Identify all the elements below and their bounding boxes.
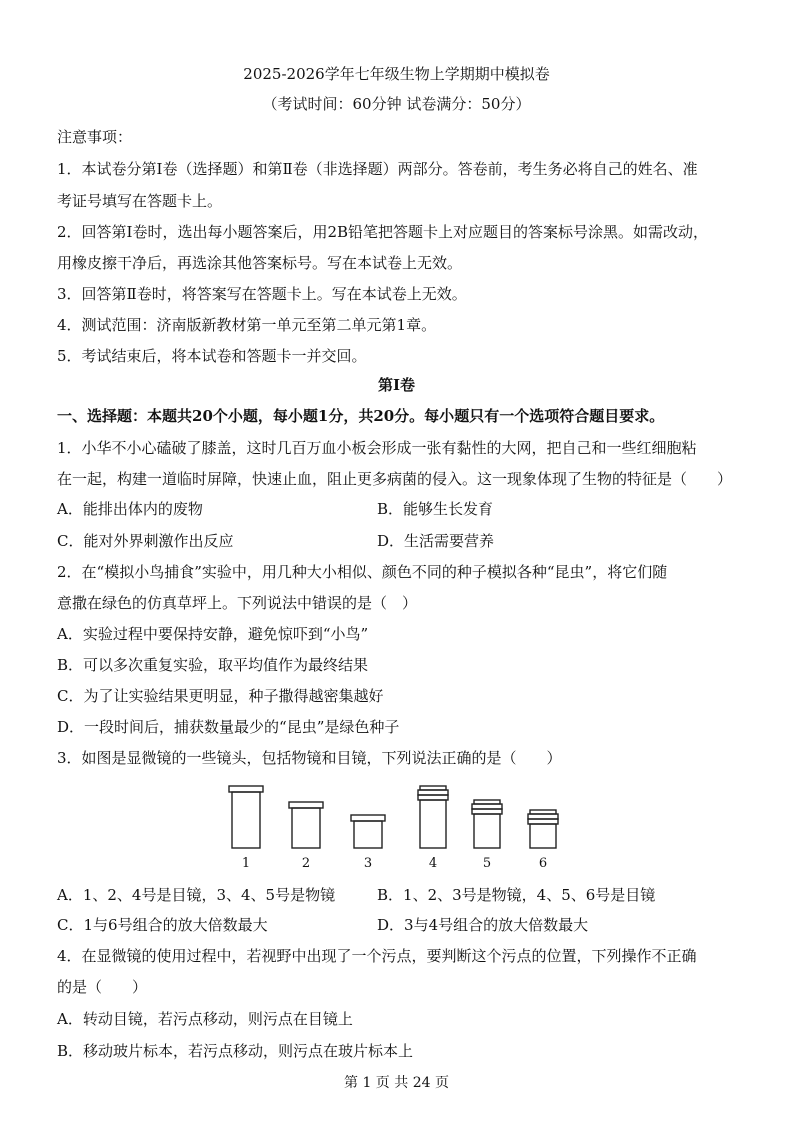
question-2-option-b: B．可以多次重复实验，取平均值作为最终结果	[57, 656, 369, 674]
lens-1-body	[232, 792, 260, 848]
note-line: 2．回答第Ⅰ卷时，选出每小题答案后，用2B铅笔把答题卡上对应题目的答案标号涂黑。如需改动，	[57, 223, 709, 241]
lens-1-rim	[229, 786, 263, 792]
note-line: 4．测试范围：济南版新教材第一单元至第二单元第1章。	[57, 316, 437, 334]
lens-4-thread	[418, 795, 448, 800]
question-2-text: 2．在“模拟小鸟捕食”实验中，用几种大小相似、颜色不同的种子模拟各种“昆虫”，将它们随	[57, 563, 668, 581]
question-4-text: 4．在显微镜的使用过程中，若视野中出现了一个污点，要判断这个污点的位置，下列操作不正确	[57, 947, 697, 965]
question-1-option-b: B．能够生长发育	[377, 500, 494, 518]
question-4-option-b: B．移动玻片标本，若污点移动，则污点在玻片标本上	[57, 1042, 414, 1060]
question-3-option-c: C．1与6号组合的放大倍数最大	[57, 916, 268, 934]
lens-label-1: 1	[241, 856, 251, 871]
lens-5-thread	[472, 809, 502, 814]
question-1-option-a: A．能排出体内的废物	[57, 500, 203, 518]
question-1-text: 1．小华不小心磕破了膝盖，这时几百万血小板会形成一张有黏性的大网，把自己和一些红细胞粘	[57, 439, 697, 457]
question-2-option-a: A．实验过程中要保持安静，避免惊吓到“小鸟”	[57, 625, 369, 643]
lens-2-body	[292, 808, 320, 848]
lens-2-rim	[289, 802, 323, 808]
lens-6-thread	[528, 819, 558, 824]
lens-label-5: 5	[482, 856, 492, 871]
question-2-option-d: D．一段时间后，捕获数量最少的“昆虫”是绿色种子	[57, 718, 400, 736]
question-3-option-a: A．1、2、4号是目镜，3、4、5号是物镜	[57, 886, 336, 904]
question-4-option-a: A．转动目镜，若污点移动，则污点在目镜上	[57, 1010, 353, 1028]
lens-5-body	[474, 814, 500, 848]
section-instruction: 一、选择题：本题共20个小题，每小题1分，共20分。每小题只有一个选项符合题目要求。	[57, 407, 665, 425]
lens-3-rim	[351, 815, 385, 821]
note-line: 3．回答第Ⅱ卷时，将答案写在答题卡上。写在本试卷上无效。	[57, 285, 467, 303]
lens-5-thread	[472, 804, 502, 809]
question-3-text: 3．如图是显微镜的一些镜头，包括物镜和目镜，下列说法正确的是（ ）	[57, 749, 562, 767]
note-line: 5．考试结束后，将本试卷和答题卡一并交回。	[57, 347, 367, 365]
question-3-option-d: D．3与4号组合的放大倍数最大	[377, 916, 589, 934]
note-line: 考证号填写在答题卡上。	[57, 192, 223, 210]
note-line: 1．本试卷分第Ⅰ卷（选择题）和第Ⅱ卷（非选择题）两部分。答卷前，考生务必将自己的姓名、准	[57, 160, 698, 178]
section-title: 第Ⅰ卷	[377, 376, 416, 394]
lens-label-4: 4	[428, 856, 438, 871]
lens-6-thread	[528, 814, 558, 819]
question-1-option-c: C．能对外界刺激作出反应	[57, 532, 234, 550]
lens-label-3: 3	[363, 856, 373, 871]
lens-3-body	[354, 821, 382, 848]
lens-label-6: 6	[538, 856, 548, 871]
lens-4-thread	[418, 790, 448, 795]
page-footer: 第 1 页 共 24 页	[344, 1075, 449, 1091]
exam-title: 2025-2026学年七年级生物上学期期中模拟卷	[243, 65, 550, 83]
question-3-option-b: B．1、2、3号是物镜，4、5、6号是目镜	[377, 886, 656, 904]
question-4-text: 的是（ ）	[57, 978, 148, 996]
question-2-option-c: C．为了让实验结果更明显，种子撒得越密集越好	[57, 687, 384, 705]
question-1-option-d: D．生活需要营养	[377, 532, 495, 550]
lens-4-body	[420, 800, 446, 848]
notes-heading: 注意事项：	[57, 128, 133, 146]
note-line: 用橡皮擦干净后，再选涂其他答案标号。写在本试卷上无效。	[57, 254, 463, 272]
exam-subtitle: （考试时间：60分钟 试卷满分：50分）	[262, 95, 531, 113]
lens-6-body	[530, 824, 556, 848]
lens-label-2: 2	[301, 856, 311, 871]
question-1-text: 在一起，构建一道临时屏障，快速止血，阻止更多病菌的侵入。这一现象体现了生物的特征是（ ）	[57, 470, 733, 488]
microscope-lens-figure	[220, 784, 580, 874]
question-2-text: 意撒在绿色的仿真草坪上。下列说法中错误的是（ ）	[57, 594, 418, 612]
